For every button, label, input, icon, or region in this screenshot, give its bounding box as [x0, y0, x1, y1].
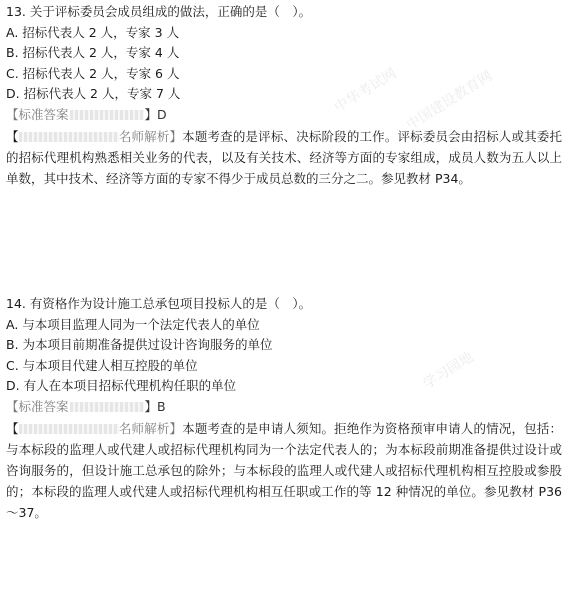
option-c: C. 招标代表人 2 人，专家 6 人 [6, 65, 180, 81]
analysis-label: 名师解析】 [118, 128, 183, 144]
analysis-paragraph [0, 126, 566, 190]
option-d: D. 招标代表人 2 人，专家 7 人 [6, 86, 181, 102]
analysis-open: 【 [6, 128, 19, 144]
answer-label: 【标准答案 [6, 398, 69, 414]
answer-value: 】D [144, 106, 167, 122]
answer-label: 【标准答案 [6, 106, 69, 122]
question-13 [0, 2, 566, 189]
analysis-text: 本题考查的是评标、决标阶段的工作。评标委员会由招标人或其委托的招标代理机构熟悉相关业务的代表，以及有关技术、经济等方面的专家组成，成员人数为五人以上单数，其中技术、经济等方面的专家不得少于成员总数的三分之二。参见教材 P34。 [6, 128, 562, 186]
option-a: A. 招标代表人 2 人，专家 3 人 [6, 24, 180, 40]
option-c: C. 与本项目代建人相互控股的单位 [6, 357, 198, 373]
question-stem: 13. 关于评标委员会成员组成的做法，正确的是（ ）。 [6, 4, 312, 19]
redaction-mask [70, 402, 144, 412]
standard-answer [0, 105, 566, 126]
option-b: B. 招标代表人 2 人，专家 4 人 [6, 45, 180, 61]
analysis-label: 名师解析】 [118, 420, 183, 436]
option-b: B. 为本项目前期准备提供过设计咨询服务的单位 [6, 337, 273, 353]
redaction-mask [70, 110, 144, 120]
redaction-mask [19, 424, 119, 434]
analysis-open: 【 [6, 420, 19, 436]
watermark-text: 中华考试网 [331, 65, 400, 117]
answer-value: 】B [144, 398, 166, 414]
analysis-paragraph [0, 418, 566, 524]
redaction-mask [19, 132, 119, 142]
question-stem: 14. 有资格作为设计施工总承包项目投标人的是（ ）。 [6, 296, 312, 311]
option-d: D. 有人在本项目招标代理机构任职的单位 [6, 378, 237, 394]
analysis-text: 本题考查的是申请人须知。拒绝作为资格预审申请人的情况，包括：与本标段的监理人或代建人或招标代理机构同为一个法定代表人的；为本标段前期准备提供过设计或咨询服务的，但设计施工总承包的除外；与本标段的监理人或代建人或招标代理机构相互控股或参股的；本标段的监理人或代建人或招标代理机构相互任职或工作的等 12 种情况的单位。参见教材 P36～37。 [6, 420, 562, 521]
watermark-text: 中国建设教育网 [403, 68, 496, 134]
option-a: A. 与本项目监理人同为一个法定代表人的单位 [6, 316, 260, 332]
standard-answer [0, 397, 566, 418]
question-14 [0, 294, 566, 524]
watermark-text: 学习园地 [420, 349, 477, 393]
